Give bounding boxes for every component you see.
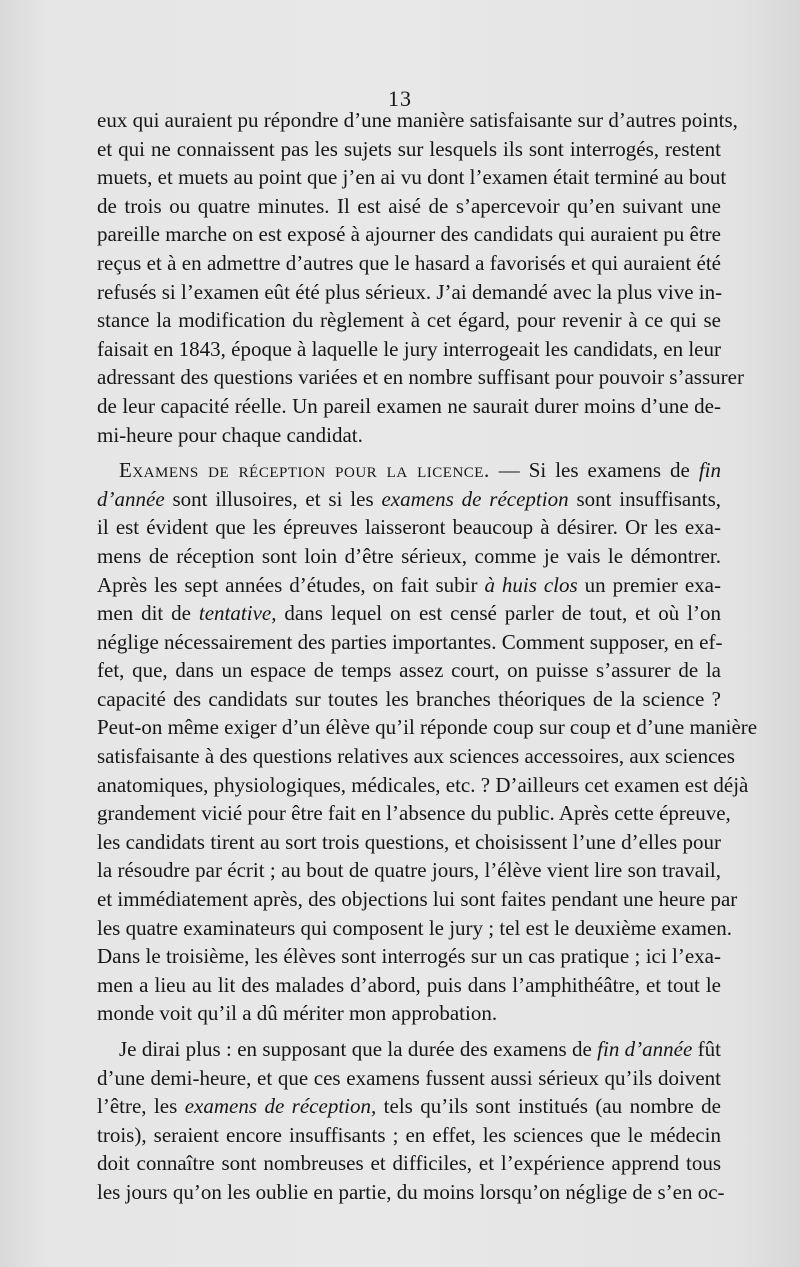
italic-run: tentative,: [198, 601, 277, 626]
text-line: doit connaître sont nombreuses et difficiles, et l’expérience apprend tous: [97, 1151, 721, 1176]
text-line: de trois ou quatre minutes. Il est aisé de s’apercevoir qu’en suivant une: [97, 193, 721, 218]
paragraph-1: [97, 106, 744, 449]
italic-run: à huis clos: [484, 572, 578, 597]
text-run: sont insuffisants,: [568, 486, 721, 511]
text-line: trois), seraient encore insuffisants ; en effet, les sciences que le médecin: [97, 1122, 721, 1147]
text-line: néglige nécessairement des parties importantes. Comment supposer, en ef-: [97, 629, 723, 654]
text-run: — Si les examens de: [489, 458, 699, 483]
paragraph-gap: [97, 449, 721, 456]
text-line: grandement vicié pour être fait en l’absence du public. Après cette épreuve,: [97, 801, 731, 826]
italic-run: d’année: [97, 486, 165, 511]
text-line: eux qui auraient pu répondre d’une manière satisfaisante sur d’autres points,: [97, 108, 738, 132]
page-number: 13: [388, 86, 412, 111]
text-line: d’une demi-heure, et que ces examens fussent aussi sérieux qu’ils doivent: [97, 1065, 721, 1090]
text-run: sont illusoires, et si les: [164, 486, 382, 511]
text-run: Je dirai plus : en supposant que la durée des examens de: [119, 1037, 598, 1061]
text-line: mi-heure pour chaque candidat.: [97, 422, 363, 447]
text-line: la résoudre par écrit ; au bout de quatre jours, l’élève vient lire son travail,: [97, 858, 721, 883]
text-run: Après les sept années d’études, on fait subir: [97, 572, 485, 597]
text-line: [97, 571, 721, 600]
body-text: [97, 106, 758, 1207]
text-line: [97, 1035, 721, 1064]
text-line: [97, 485, 721, 514]
text-line: adressant des questions variées et en nombre suffisant pour pouvoir s’assurer: [97, 365, 744, 390]
italic-run: examens de réception,: [184, 1094, 377, 1119]
paragraph-3: [97, 1035, 725, 1207]
text-line: men a lieu au lit des malades d’abord, puis dans l’amphithéâtre, et tout le: [97, 972, 721, 997]
text-line: il est évident que les épreuves laisseront beaucoup à désirer. Or les exa-: [97, 515, 721, 540]
paragraph-gap: [97, 1028, 721, 1035]
text-run: dans lequel on est censé parler de tout, et où l’on: [276, 601, 721, 626]
text-run: tels qu’ils sont institués (au nombre de: [376, 1094, 721, 1119]
text-line: les quatre examinateurs qui composent le jury ; tel est le deuxième examen.: [97, 915, 733, 940]
text-line: Peut-on même exiger d’un élève qu’il réponde coup sur coup et d’une manière: [97, 715, 758, 740]
text-run: fût: [692, 1037, 721, 1061]
text-line: monde voit qu’il a dû mériter mon approbation.: [97, 1001, 498, 1026]
section-heading: Examens de réception pour la licence.: [119, 458, 490, 483]
text-line: de leur capacité réelle. Un pareil examen ne saurait durer moins d’une de-: [97, 393, 721, 418]
text-line: pareille marche on est exposé à ajourner des candidats qui auraient pu être: [97, 222, 721, 247]
text-line: reçus et à en admettre d’autres que le hasard a favorisés et qui auraient été: [97, 250, 721, 275]
text-line: anatomiques, physiologiques, médicales, etc. ? D’ailleurs cet examen est déjà: [97, 772, 749, 797]
paragraph-2: [97, 456, 758, 1028]
text-line: les candidats tirent au sort trois questions, et choisissent l’une d’elles pour: [97, 829, 721, 854]
text-line: mens de réception sont loin d’être sérieux, comme je vais le démontrer.: [97, 543, 721, 568]
text-line: stance la modification du règlement à cet égard, pour revenir à ce qui se: [97, 308, 721, 333]
italic-run: fin: [698, 458, 721, 483]
text-line: et qui ne connaissent pas les sujets sur lesquels ils sont interrogés, restent: [97, 136, 721, 161]
text-line: les jours qu’on les oublie en partie, du moins lorsqu’on néglige de s’en oc-: [97, 1179, 725, 1204]
text-line: satisfaisante à des questions relatives aux sciences accessoires, aux sciences: [97, 744, 735, 769]
text-line: muets, et muets au point que j’en ai vu dont l’examen était terminé au bout: [97, 165, 727, 190]
text-line: refusés si l’examen eût été plus sérieux. J’ai demandé avec la plus vive in-: [97, 279, 723, 304]
text-run: un premier exa-: [577, 572, 721, 597]
text-line: [97, 599, 721, 628]
text-run: l’être, les: [97, 1094, 185, 1119]
text-line: et immédiatement après, des objections lui sont faites pendant une heure par: [97, 887, 738, 912]
text-line: [97, 456, 721, 485]
italic-run: fin d’année: [597, 1037, 693, 1061]
text-line: faisait en 1843, époque à laquelle le jury interrogeait les candidats, en leur: [97, 336, 721, 361]
text-line: Dans le troisième, les élèves sont interrogés sur un cas pratique ; ici l’exa-: [97, 944, 721, 969]
text-line: [97, 1092, 721, 1121]
text-run: men dit de: [97, 601, 199, 626]
text-line: capacité des candidats sur toutes les branches théoriques de la science ?: [97, 686, 721, 711]
italic-run: examens de réception: [381, 486, 569, 511]
text-line: fet, que, dans un espace de temps assez court, on puisse s’assurer de la: [97, 658, 721, 683]
